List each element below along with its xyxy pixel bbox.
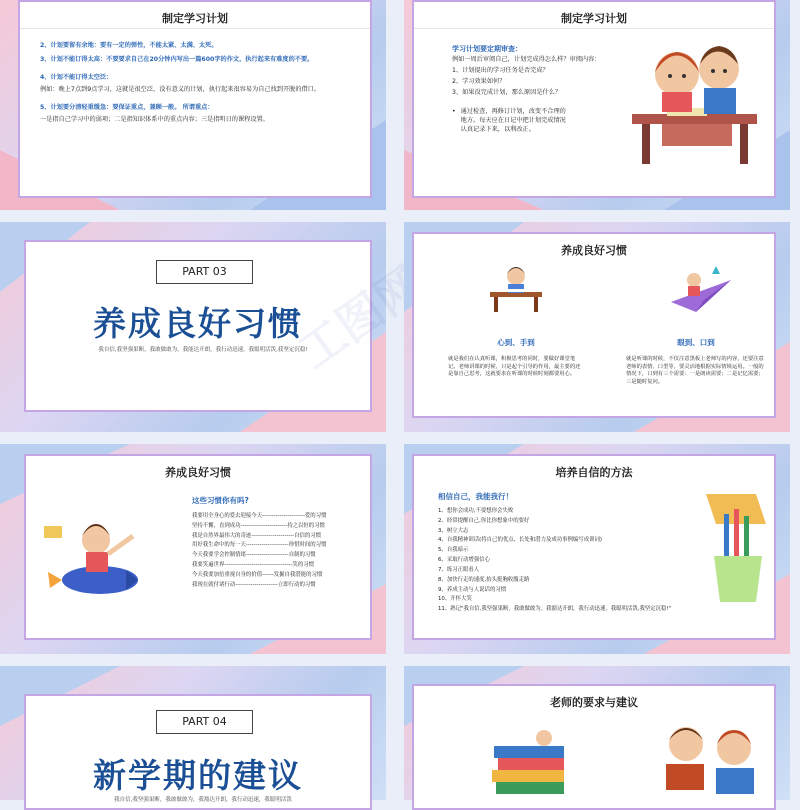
slide-body <box>40 42 354 130</box>
rocket-kid-illustration <box>38 496 148 606</box>
slide-card <box>412 684 776 810</box>
list-item: 今天我要学会控制情绪----------------------自制的习惯 <box>192 552 316 559</box>
plan-item-5: 5、计划要分清轻重缓急：要保证重点，兼顾一般。 所谓重点： <box>40 103 214 111</box>
girl-studying-illustration <box>486 262 546 312</box>
slide-thumbnail-6[interactable] <box>404 444 790 654</box>
list-item: 我现在就付诸行动----------------------立即行动的习惯 <box>192 581 316 588</box>
column-heading: 眼到、口到 <box>677 338 715 347</box>
section-title: 新学期的建议 <box>93 756 303 795</box>
slide-body <box>452 44 622 140</box>
slide-card <box>412 454 776 640</box>
list-item: 7、练习正眼看人 <box>438 566 480 573</box>
plan-item-2: 2、计划要留有余地：要有一定的弹性，不能太紧、太满、太死。 <box>40 42 218 49</box>
list-item: 4、自我精神训话(将自己的优点、长处和潜力及成功事例编写成训词) <box>438 537 602 544</box>
section-description: 我自信,我坚强果断，我敢做敢为，我能达开朗，我行动迅速，我聪明活泼,我坚定沉稳! <box>98 347 308 353</box>
list-item: 8、加快行走的速度,抬头挺胸收腹走路 <box>438 576 530 583</box>
list-subhead: 这些习惯你有吗? <box>192 496 249 505</box>
slide-thumbnail-7[interactable] <box>0 666 386 803</box>
review-line: 例如一周后审阅自己，计划完成得怎么样？审阅内容： <box>452 56 601 64</box>
plan-item-4: 4、计划不能订得太空泛： <box>40 73 113 81</box>
book-stack-illustration <box>484 716 604 806</box>
list-item: 2、经常提醒自己,你比你想象中的要好 <box>438 517 530 524</box>
review-line: 1、计划提出的学习任务是否完成？ <box>452 67 549 75</box>
list-item: 我要笑遍世界-----------------------------------笑的习惯 <box>192 562 314 569</box>
slide-title: 制定学习计划 <box>162 12 228 25</box>
habit-list <box>192 496 392 590</box>
slide-title: 养成良好习惯 <box>165 466 231 479</box>
list-item: 我要用全身心的爱去迎接今天----------------------爱的习惯 <box>192 512 327 519</box>
column-heading: 心到、手到 <box>497 338 535 347</box>
list-item: 今天我要加倍重视自身的价值------发掘自我潜能的习惯 <box>192 571 323 578</box>
list-item: 10、开怀大笑 <box>438 596 472 603</box>
bullet-dot: • <box>452 108 456 116</box>
slide-thumbnail-5[interactable] <box>0 444 386 654</box>
kids-at-desk-illustration <box>622 34 772 174</box>
title-divider <box>20 28 370 29</box>
slide-card <box>412 232 776 418</box>
list-item: 5、自我暗示 <box>438 547 469 554</box>
habit-column-1 <box>448 338 584 384</box>
part-label: PART 03 <box>156 260 253 284</box>
title-divider <box>414 28 774 29</box>
slide-thumbnail-3[interactable] <box>0 222 386 432</box>
list-item: 坚持不懈，直到成功------------------------持之以恒的习惯 <box>192 522 325 529</box>
slide-thumbnail-8[interactable] <box>404 666 790 800</box>
slide-card <box>412 0 776 198</box>
column-body: 就是我们在认真听课，积极思考的同时，要做好课堂笔记。老师讲课的时候，只是起个引导的作用，最主要的还是靠自己思考，这就要求在听课的时候时刻都要用心。 <box>448 355 581 378</box>
list-item: 用好我生命中的每一天----------------------珍惜时间的习惯 <box>192 542 327 549</box>
section-description: 我自信,我坚强果断，我敢做敢为，我豁达开朗，我行动迅速，我聪明活泼 <box>114 797 292 803</box>
slide-title: 制定学习计划 <box>561 12 627 25</box>
habit-column-2 <box>626 338 766 392</box>
paper-plane-illustration <box>666 262 736 317</box>
slide-title: 老师的要求与建议 <box>550 696 638 709</box>
slide-card <box>18 0 372 198</box>
slide-thumbnail-2[interactable] <box>404 0 790 210</box>
slide-card <box>24 454 372 640</box>
list-item: 我是自然界最伟大的奇迹----------------------自信的习惯 <box>192 532 322 539</box>
plan-item-4-body: 例如：晚上7点到9点学习，这就是很空泛、没有意义的计划，执行起来很容易为自己找到开脱的借口。 <box>40 85 321 93</box>
pencil-cup-illustration <box>696 484 776 604</box>
list-item: 11、熟记"我自信,我坚强果断，我敢做敢为。我豁达开朗，我行动迅速，我聪明活泼,我坚定沉稳!" <box>438 606 672 613</box>
slide-title: 培养自信的方法 <box>555 466 633 479</box>
review-line: 3、如果没完成计划，那么原因是什么？ <box>452 89 562 97</box>
slide-thumbnail-1[interactable] <box>0 0 386 210</box>
slide-card <box>24 694 372 810</box>
list-item: 9、养成主动与人说话的习惯 <box>438 586 507 593</box>
list-item: 3、树立大志 <box>438 527 469 534</box>
list-subhead: 相信自己，我能我行！ <box>438 492 513 501</box>
confidence-list <box>438 492 718 614</box>
review-bullet: 通过检查，再修订计划，改变不合理的地方。每天应在日记中把计划完成情况认真记录下来，以利改正。 <box>460 108 566 134</box>
part-label: PART 04 <box>156 710 253 734</box>
list-item: 1、想你会成功,不要想你会失败 <box>438 507 514 514</box>
section-title: 养成良好习惯 <box>93 304 303 343</box>
list-item: 6、采取行动增强信心 <box>438 557 490 564</box>
slide-thumbnail-4[interactable] <box>404 222 790 432</box>
plan-item-3: 3、计划不能订得太高：不要要求自己在20分钟内写出一篇600字的作文，执行起来有难度的不要。 <box>40 55 314 63</box>
plan-item-5-body: 一是指自己学习中的弱项；二是指知识体系中的重点内容；三是指明日的课程设置。 <box>40 115 269 123</box>
review-line: 2、学习效果如何？ <box>452 78 506 86</box>
slide-card <box>24 240 372 412</box>
reading-kids-illustration <box>646 714 776 804</box>
slide-title: 养成良好习惯 <box>561 244 627 257</box>
column-body: 就是听课的时候，不仅注意黑板上老师写的内容，还要注意老师的表情、口型等，要灵活地根据实际情境运用。一般的情况下，口到有三个需要：一是朗读需要；二是记忆需要；三是随时复问。 <box>626 355 764 385</box>
review-subhead: 学习计划要定期审查： <box>452 45 522 53</box>
